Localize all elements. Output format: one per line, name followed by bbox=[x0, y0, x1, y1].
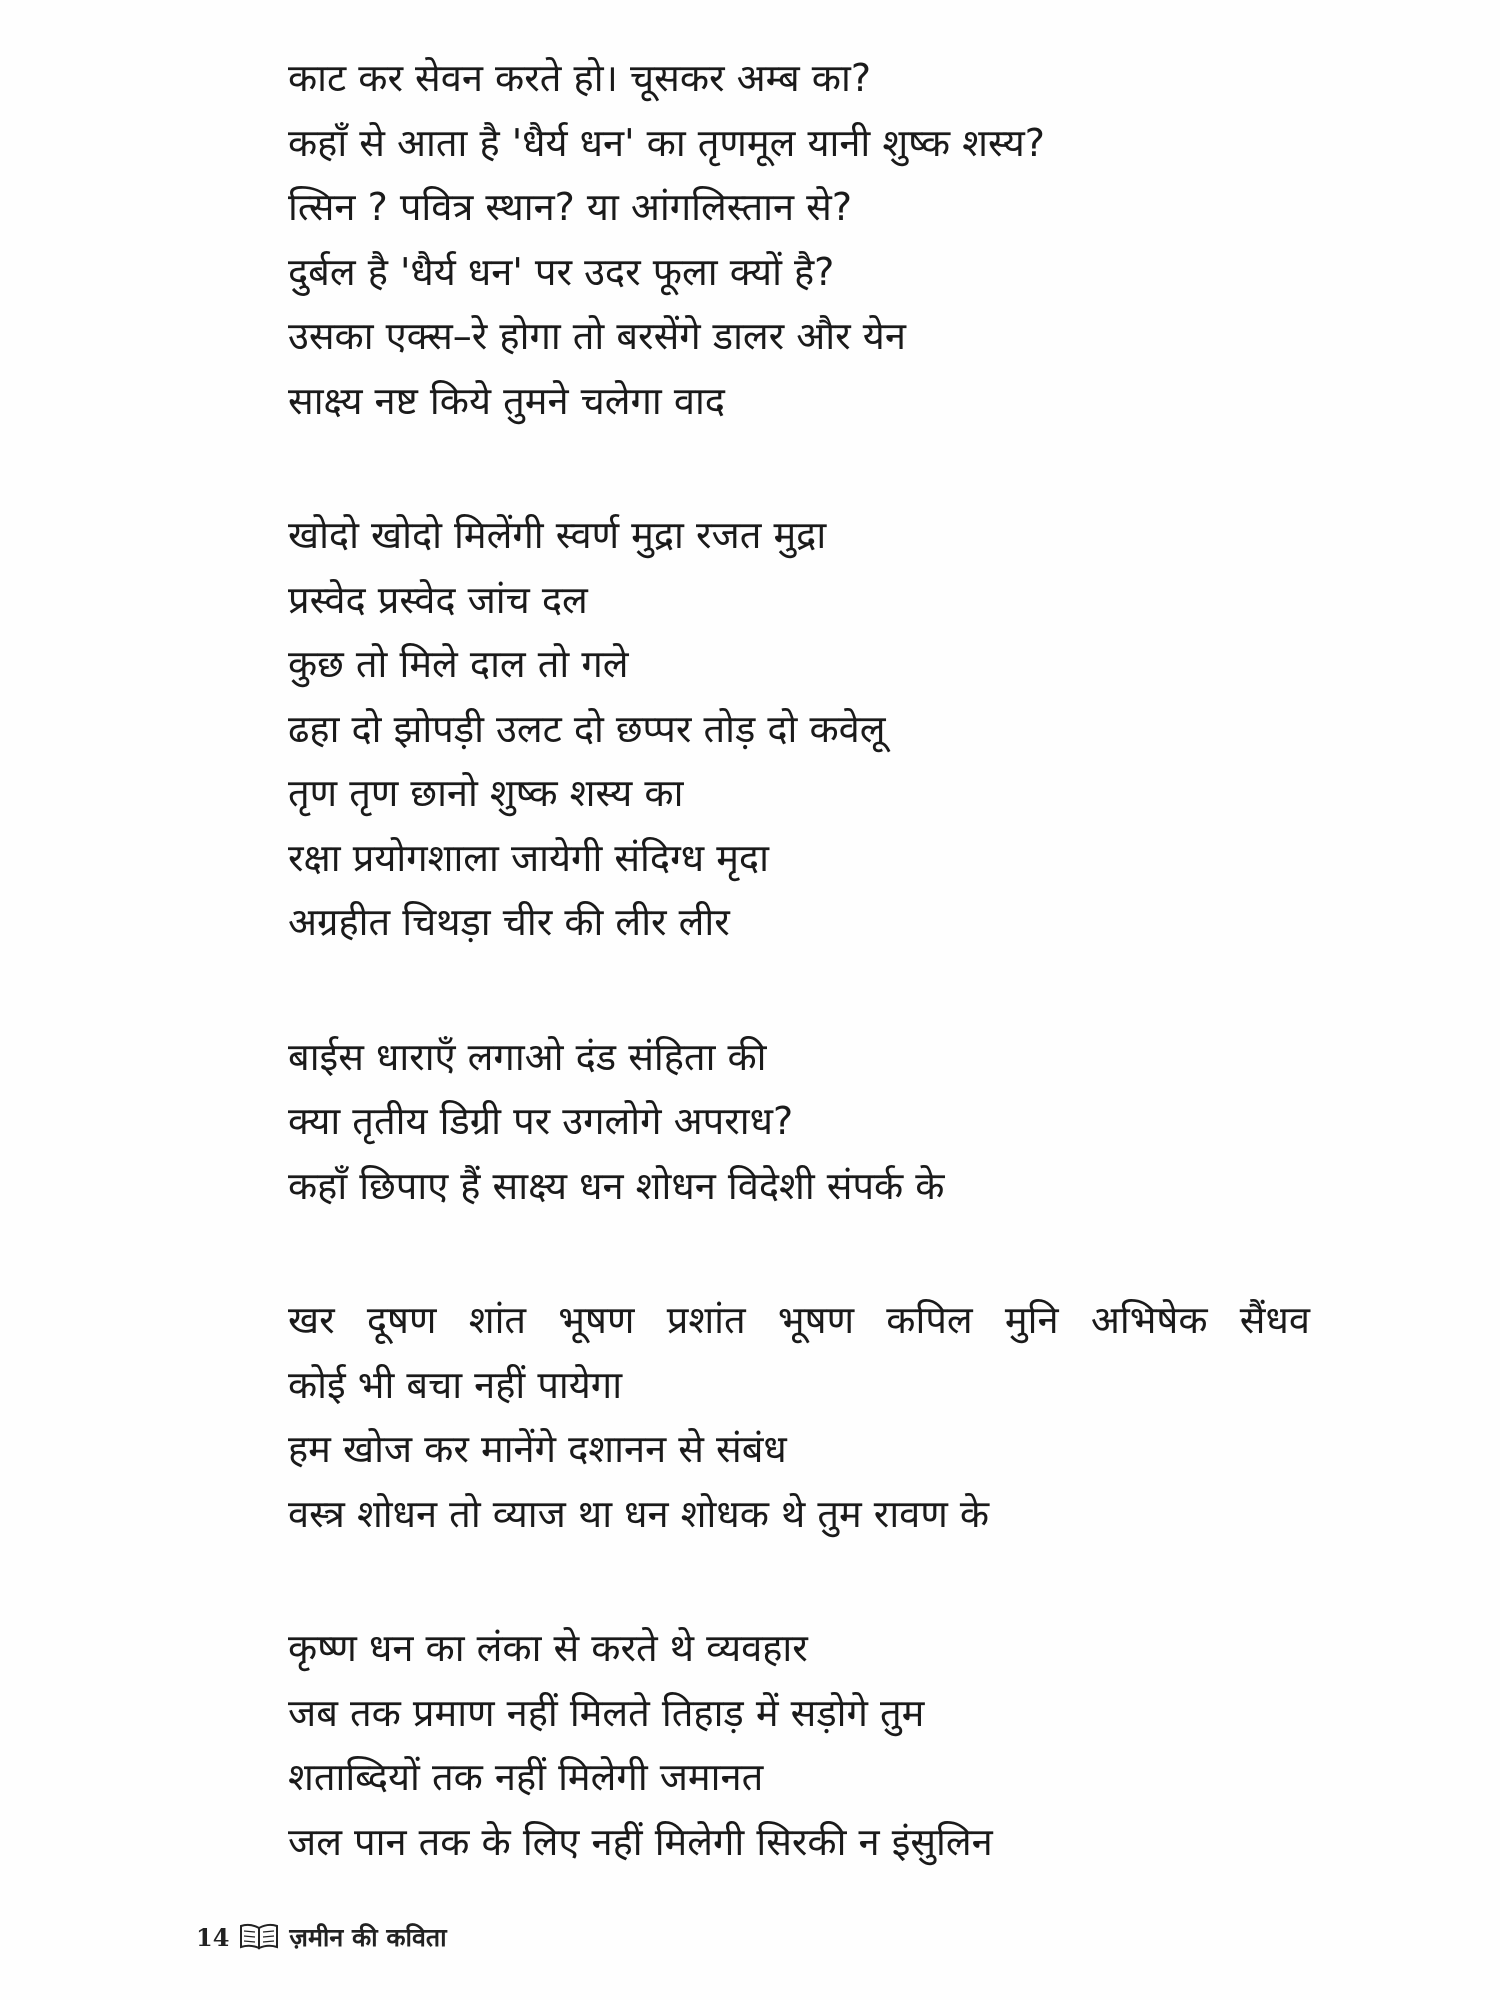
stanza-1 bbox=[288, 46, 1348, 433]
poem-line: हम खोज कर मानेंगे दशानन से संबंध bbox=[288, 1427, 787, 1471]
stanza-3 bbox=[288, 1025, 1348, 1219]
stanza-4 bbox=[288, 1288, 1348, 1546]
poem-line: काट कर सेवन करते हो। चूसकर अम्ब का? bbox=[288, 56, 871, 100]
poem-line: जल पान तक के लिए नहीं मिलेगी सिरकी न इंसुलिन bbox=[288, 1819, 993, 1864]
poem-line: अग्रहीत चिथड़ा चीर की लीर लीर bbox=[288, 900, 730, 944]
poem-line: शताब्दियों तक नहीं मिलेगी जमानत bbox=[288, 1755, 764, 1799]
poem-line: कोई भी बचा नहीं पायेगा bbox=[288, 1362, 623, 1407]
poem-line: ढहा दो झोपड़ी उलट दो छप्पर तोड़ दो कवेलू bbox=[288, 706, 886, 751]
poem-line: तृण तृण छानो शुष्क शस्य का bbox=[288, 771, 684, 815]
poem-body bbox=[288, 46, 1348, 1944]
open-book-icon bbox=[239, 1922, 279, 1952]
stanza-2 bbox=[288, 503, 1348, 955]
poem-line: कृष्ण धन का लंका से करते थे व्यवहार bbox=[288, 1626, 808, 1670]
poem-line: उसका एक्स–रे होगा तो बरसेंगे डालर और येन bbox=[288, 314, 906, 358]
poem-line: वस्त्र शोधन तो व्याज था धन शोधक थे तुम रावण के bbox=[288, 1491, 990, 1536]
poem-line: खर दूषण शांत भूषण प्रशांत भूषण कपिल मुनि अभिषेक सैंधव bbox=[288, 1298, 1310, 1342]
poem-line: त्सिन ? पवित्र स्थान? या आंगलिस्तान से? bbox=[288, 185, 853, 229]
poem-line: कहाँ छिपाए हैं साक्ष्य धन शोधन विदेशी संपर्क के bbox=[288, 1163, 945, 1208]
page-number: 14 bbox=[196, 1922, 230, 1952]
poem-line: कहाँ से आता है 'धैर्य धन' का तृणमूल यानी शुष्क शस्य? bbox=[288, 120, 1045, 165]
poem-line: बाईस धाराएँ लगाओ दंड संहिता की bbox=[288, 1034, 767, 1079]
poem-line: जब तक प्रमाण नहीं मिलते तिहाड़ में सड़ोगे तुम bbox=[288, 1690, 925, 1735]
poem-line: खोदो खोदो मिलेंगी स्वर्ण मुद्रा रजत मुद्रा bbox=[288, 513, 827, 557]
poem-line: प्रस्वेद प्रस्वेद जांच दल bbox=[288, 577, 588, 622]
poem-line: रक्षा प्रयोगशाला जायेगी संदिग्ध मृदा bbox=[288, 835, 769, 880]
page-footer bbox=[196, 1920, 447, 1954]
poem-line: साक्ष्य नष्ट किये तुमने चलेगा वाद bbox=[288, 378, 725, 423]
poem-line: दुर्बल है 'धैर्य धन' पर उदर फूला क्यों है? bbox=[288, 249, 835, 294]
book-title: ज़मीन की कविता bbox=[289, 1923, 447, 1952]
stanza-5 bbox=[288, 1616, 1348, 1874]
poem-line: क्या तृतीय डिग्री पर उगलोगे अपराध? bbox=[288, 1099, 794, 1143]
poem-line: कुछ तो मिले दाल तो गले bbox=[288, 642, 629, 686]
